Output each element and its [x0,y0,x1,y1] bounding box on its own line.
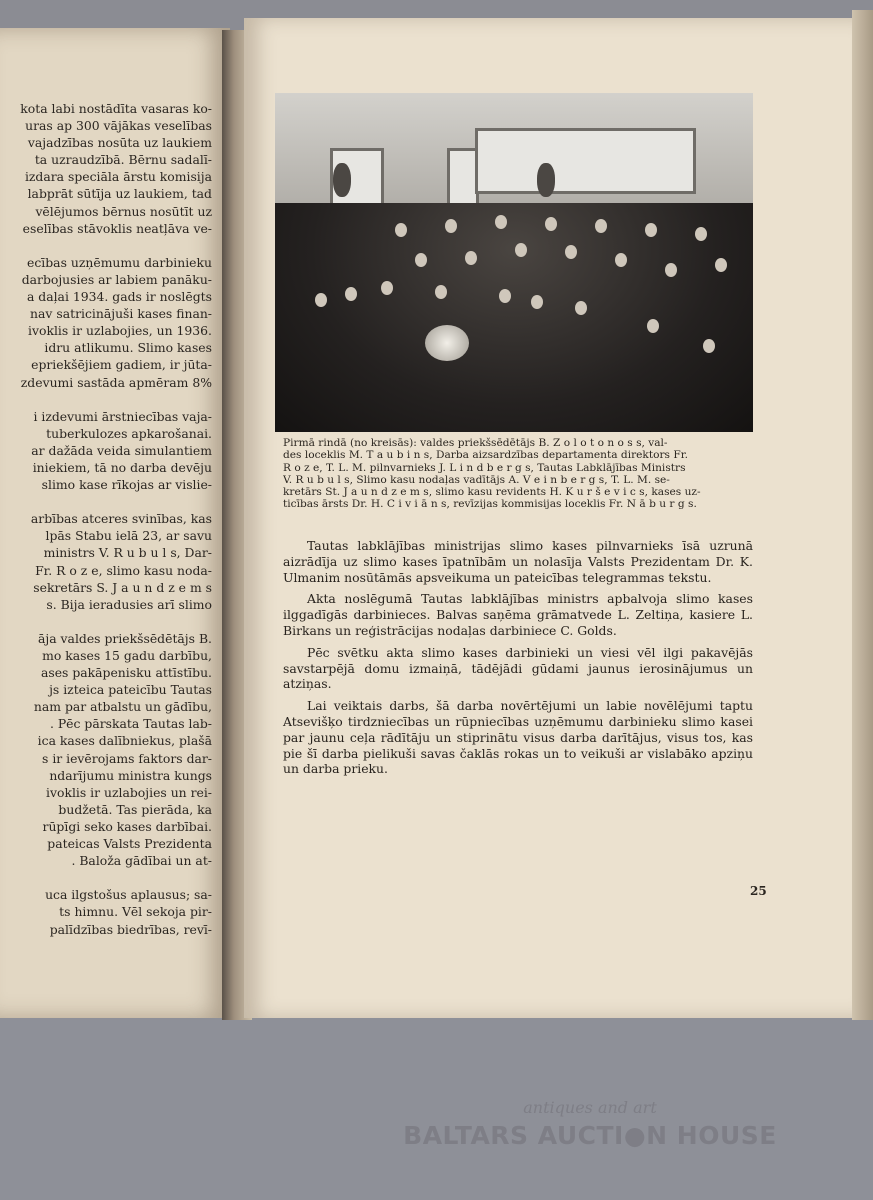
left-text-line: . Pēc pārskata Tautas lab- [49,716,212,732]
left-text-line: sekretārs S. J a u n d z e m s [33,579,212,595]
caption-line: V. R u b u l s, Slimo kasu nodaļas vadītājs A. V e i n b e r g s, T. L. M. se- [283,473,670,486]
body-paragraph: Pēc svētku akta slimo kases darbinieki un viesi vēl ilgi pakavējās savstarpējā domu izmaiņā, tādējādi gūdami jaunus ierosinājumus un atziņas. [283,644,753,692]
left-text-line: ministrs V. R u b u l s, Dar- [43,545,212,561]
left-text-line: iniekiem, tā no darba devēju [32,459,212,475]
left-text-line: kota labi nostādīta vasaras ko- [20,101,212,116]
page-edge [852,10,873,1020]
left-page [0,28,230,1018]
left-text-line: epriekšējiem gadiem, ir jūta- [31,357,212,373]
left-text-line: ndarījumu ministra kungs [49,767,212,783]
left-text-line: vēlējumos bērnus nosūtīt uz [35,203,212,219]
left-text-line: ivoklis ir uzlabojies un rei- [46,784,212,800]
left-text-line: s ir ievērojams faktors dar- [42,750,212,766]
left-text-line: i izdevumi ārstniecības vaja- [33,408,212,424]
left-text-line: nav satricinājuši kases finan- [30,306,212,322]
left-text-line: uras ap 300 vājākas veselības [25,118,212,134]
caption-line: R o z e, T. L. M. pilnvarnieks J. L i n d b e r g s, Tautas Labklājības Ministrs [283,461,686,474]
left-text-line: uca ilgstošus aplausus; sa- [45,887,212,903]
left-text-line: zdevumi sastāda apmēram 8% [20,374,212,390]
left-text-line: lpās Stabu ielā 23, ar savu [45,528,212,544]
left-text-line: idru atlikumu. Slimo kases [44,340,212,356]
left-text-line: a daļai 1934. gads ir noslēgts [26,289,212,305]
left-text-line: āja valdes priekšsēdētājs B. [38,630,212,646]
left-text-line [0,493,212,510]
watermark [380,1098,800,1150]
caption-line: des loceklis M. T a u b i n s, Darba aizsardzības departamenta direktors Fr. [283,449,688,462]
body-paragraph: Tautas labklājības ministrijas slimo kases pilnvarnieks īsā uzrunā aizrādīja uz slimo kases īpatnībām un nolasīja Valsts Prezidentam Dr. K. Ulmanim nosūtāmās apsveikuma un pateicības telegrammas tekstu. [283,538,753,585]
page-number: 25 [750,884,767,898]
left-text-line: rūpīgi seko kases darbībai. [42,818,212,834]
left-page-text [0,100,212,938]
left-text-line [0,869,212,886]
left-text-line: ases pakāpenisku attīstību. [40,665,212,681]
left-text-line: ivoklis ir uzlabojies, un 1936. [28,323,212,339]
left-text-line: arbības atceres svinības, kas [30,511,212,527]
left-text-line: js izteica pateicību Tautas [49,682,212,698]
watermark-title: BALTARS AUCTI●N HOUSE [403,1121,777,1150]
left-text-line: s. Bija ieradusies arī slimo [46,596,212,612]
left-text-line [0,391,212,408]
left-text-line [0,613,212,630]
left-text-line: ica kases dalībniekus, plašā [37,733,212,749]
left-text-line: palīdzības biedrības, revī- [49,921,212,937]
watermark-tagline: antiques and art [523,1098,657,1117]
left-text-line: ar dažāda veida simulantiem [31,442,212,458]
left-text-line: . Baloža gādībai un at- [71,853,212,869]
body-paragraph: Lai veiktais darbs, šā darba novērtējumi un labie novēlējumi taptu Atsevišķo tirdzniecības un rūpniecības uzņēmumu darbinieku slimo kasei par jaunu ceļa rādītāju un stiprinātu visus darba darītājus, visus tos, kas pie šī darba pielikuši savas čaklās rokas un to veikuši ar vislabāko apziņu un darba prieku. [283,698,753,777]
caption-line: ticības ārsts Dr. H. C i v i ā n s, revīzijas kommisijas loceklis Fr. N ā b u r g s. [283,498,697,511]
left-text-line: mo kases 15 gadu darbību, [42,648,212,663]
article-body [283,538,753,783]
photo-caption [283,437,755,511]
left-text-line: ecības uzņēmumu darbinieku [27,254,212,270]
left-text-line: vajadzības nosūta uz laukiem [27,135,212,151]
left-text-line: ts himnu. Vēl sekoja pir- [59,904,212,920]
flower-bouquet [425,325,469,361]
left-text-line: eselības stāvoklis neatļāva ve- [22,220,212,236]
left-text-line: darbojusies ar labiem panāku- [21,271,212,287]
caption-line: kretārs St. J a u n d z e m s, slimo kasu revidents H. K u r š e v i c s, kases uz- [283,486,701,499]
left-text-line: izdara speciāla ārstu komisija [24,169,212,185]
left-text-line: pateicas Valsts Prezidenta [47,836,212,852]
left-text-line: budžetā. Tas pierāda, ka [58,801,212,817]
body-paragraph: Akta noslēgumā Tautas labklājības ministrs apbalvoja slimo kases ilggadīgās darbinieces. Balvas saņēma grāmatvede L. Zeltiņa, kasiere L. Birkans un reģistrācijas nodaļas darbiniece C. Golds. [283,591,753,638]
left-text-line: Fr. R o z e, slimo kasu noda- [35,562,212,578]
left-text-line [0,237,212,254]
left-text-line: tuberkulozes apkarošanai. [46,425,212,441]
left-text-line: ta uzraudzībā. Bērnu sadalī- [34,152,212,168]
caption-line: Pirmā rindā (no kreisās): valdes priekšsēdētājs B. Z o l o t o n o s s, val- [283,437,668,449]
left-text-line: labprāt sūtīja uz laukiem, tad [27,186,212,202]
left-text-line: slimo kase rīkojas ar vislie- [41,477,212,493]
group-photo [275,93,753,432]
left-text-line: nam par atbalstu un gādību, [33,699,212,715]
